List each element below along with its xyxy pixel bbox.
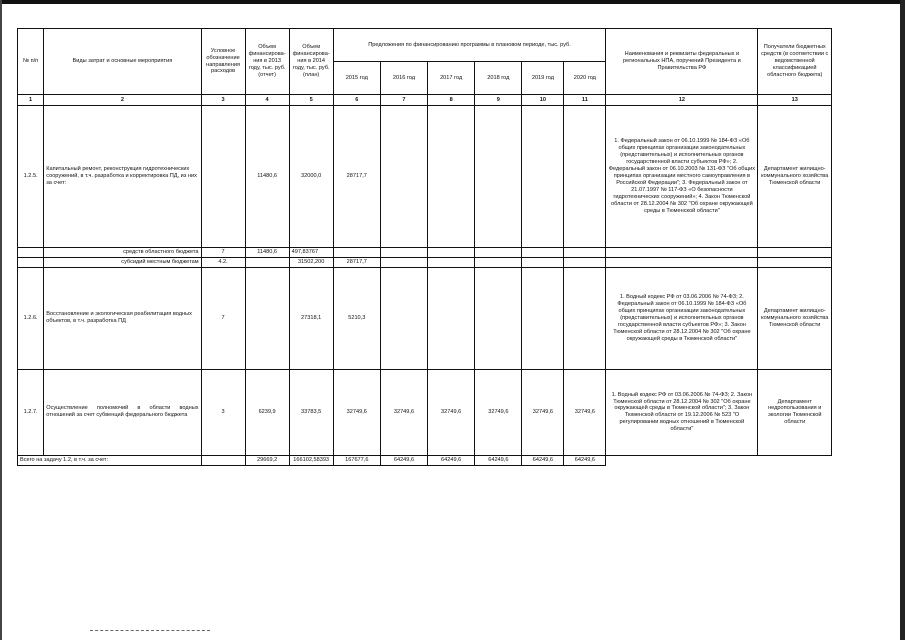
row-npa: 1. Водный кодекс РФ от 03.06.2006 № 74-ФЗ; 2. Федеральный закон от 06.10.1999 № 184-ФЗ «Об общих принципах организации законодательных (представительных) и исполнительных органов государственной власти субъектов РФ»; 3. Закон Тюменской области от 28.12.2004 № 302 "Об охране окружающей среды в Тюменской области" xyxy=(606,267,758,369)
table-row xyxy=(18,369,832,455)
header-proposals: Предложения по финансированию программы в плановом периоде, тыс. руб. xyxy=(333,29,606,62)
subrow-name: средств областного бюджета xyxy=(44,248,201,258)
header-year: 2017 год xyxy=(428,62,475,95)
header-year: 2019 год xyxy=(522,62,564,95)
row-volume-2014: 32000,0 xyxy=(289,106,333,248)
column-number: 11 xyxy=(564,95,606,106)
header-year: 2018 год xyxy=(475,62,522,95)
header-year: 2016 год xyxy=(380,62,427,95)
row-number: 1.2.7. xyxy=(18,369,44,455)
column-number: 10 xyxy=(522,95,564,106)
column-number: 1 xyxy=(18,95,44,106)
subrow-volume-2014: 497,83767 xyxy=(289,248,333,258)
table-row xyxy=(18,248,832,258)
total-year-value: 64249,6 xyxy=(522,455,564,465)
total-volume-2013: 29669,2 xyxy=(245,455,289,465)
header-recipients: Получатели бюджетных средств (в соответствии с ведомственной классификацией областного бюджета) xyxy=(758,29,832,95)
column-number: 3 xyxy=(201,95,245,106)
financing-table xyxy=(17,28,832,466)
row-volume-2014: 33783,5 xyxy=(289,369,333,455)
column-number: 5 xyxy=(289,95,333,106)
total-volume-2014: 166102,58393 xyxy=(289,455,333,465)
subrow-code: 4.2. xyxy=(201,257,245,267)
subrow-volume-2014: 31502,200 xyxy=(289,257,333,267)
total-year-value: 64249,6 xyxy=(564,455,606,465)
row-recipient: Департамент жилищно-коммунального хозяйства Тюменской области xyxy=(758,267,832,369)
header-volume-2013: Объем финансирова-ния в 2013 году, тыс. руб. (отчет) xyxy=(245,29,289,95)
row-recipient: Департамент недропользования и экологии Тюменской области xyxy=(758,369,832,455)
total-row xyxy=(18,455,832,465)
row-code: 3 xyxy=(201,369,245,455)
row-recipient: Департамент жилищно-коммунального хозяйства Тюменской области xyxy=(758,106,832,248)
row-name: Капитальный ремонт, реконструкция гидротехнических сооружений, в т.ч. разработка и корректировка ПД, из них за счет: xyxy=(44,106,201,248)
row-year-value: 32749,6 xyxy=(380,369,427,455)
row-volume-2013: 11480,6 xyxy=(245,106,289,248)
header-volume-2014: Объем финансирова-ния в 2014 году, тыс. руб. (план) xyxy=(289,29,333,95)
row-number: 1.2.6. xyxy=(18,267,44,369)
row-name: Восстановление и экологическая реабилитация водных объектов, в т.ч. разработка ПД xyxy=(44,267,201,369)
scan-border-top xyxy=(0,0,905,4)
column-number: 12 xyxy=(606,95,758,106)
header-npa: Наименования и реквизиты федеральных и региональных НПА, поручений Президента и Правительства РФ xyxy=(606,29,758,95)
table-row xyxy=(18,267,832,369)
row-year-value: 32749,6 xyxy=(564,369,606,455)
column-number: 4 xyxy=(245,95,289,106)
subrow-code: 7 xyxy=(201,248,245,258)
row-code: 7 xyxy=(201,267,245,369)
total-label: Всего на задачу 1.2, в т.ч. за счет: xyxy=(18,455,202,465)
header-code: Условное обозначение направления расходов xyxy=(201,29,245,95)
header-year: 2015 год xyxy=(333,62,380,95)
column-number: 9 xyxy=(475,95,522,106)
table-row xyxy=(18,257,832,267)
header-kinds: Виды затрат и основные мероприятия xyxy=(44,29,201,95)
row-volume-2014: 27318,1 xyxy=(289,267,333,369)
subrow-name: субсидий местным бюджетам xyxy=(44,257,201,267)
subrow-year-2015: 28717,7 xyxy=(333,257,380,267)
row-year-value: 32749,6 xyxy=(428,369,475,455)
total-year-value: 167677,6 xyxy=(333,455,380,465)
header-num: № п/п xyxy=(18,29,44,95)
header-year: 2020 год xyxy=(564,62,606,95)
row-year-value: 32749,6 xyxy=(333,369,380,455)
row-year-value: 32749,6 xyxy=(522,369,564,455)
column-number: 13 xyxy=(758,95,832,106)
row-npa: 1. Федеральный закон от 06.10.1999 № 184-ФЗ «Об общих принципах организации законодательных (представительных) и исполнительных органов государственной власти субъектов РФ»; 2. Федеральный закон от 06.10.2003 № 131-ФЗ "Об общих принципах организации местного самоуправления в Российской Федерации"; 3. Федеральный закон от 21.07.1997 № 117-ФЗ «О безопасности гидротехнических сооружений»; 4. Закон Тюменской области от 28.12.2004 № 302 "Об охране окружающей среды в Тюменской области" xyxy=(606,106,758,248)
scan-border-right xyxy=(900,0,905,640)
column-number: 6 xyxy=(333,95,380,106)
row-volume-2013: 6239,9 xyxy=(245,369,289,455)
column-number: 8 xyxy=(428,95,475,106)
scan-border-left xyxy=(0,0,2,640)
row-year-2015: 28717,7 xyxy=(333,106,380,248)
subrow-volume-2013: 11480,6 xyxy=(245,248,289,258)
row-number: 1.2.5. xyxy=(18,106,44,248)
column-number: 7 xyxy=(380,95,427,106)
total-year-value: 64249,6 xyxy=(428,455,475,465)
row-year-value: 32749,6 xyxy=(475,369,522,455)
total-year-value: 64249,6 xyxy=(380,455,427,465)
row-code xyxy=(201,106,245,248)
column-number: 2 xyxy=(44,95,201,106)
table-row xyxy=(18,106,832,248)
row-npa: 1. Водный кодекс РФ от 03.06.2006 № 74-ФЗ; 2. Закон Тюменской области от 28.12.2004 № 302 "Об охране окружающей среды в Тюменской области"; 3. Закон Тюменской области от 19.12.2006 № 523 "О регулировании водных отношений в Тюменской области" xyxy=(606,369,758,455)
scan-artifact xyxy=(90,630,210,635)
row-year-2015: 5210,3 xyxy=(333,267,380,369)
row-name: Осуществление полномочий в области водных отношений за счет субвенций федерального бюджета xyxy=(44,369,201,455)
total-year-value: 64249,6 xyxy=(475,455,522,465)
